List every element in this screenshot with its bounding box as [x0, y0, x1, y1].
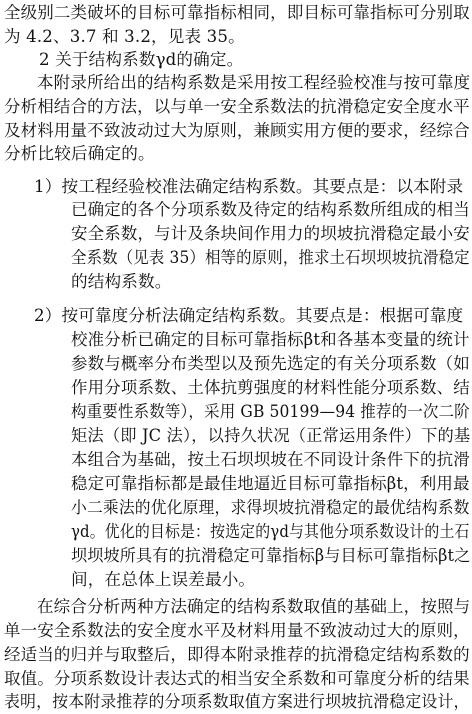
list-item-2-line: 2）按可靠度分析法确定结构系数。其要点是：根据可靠度 — [34, 306, 464, 325]
list-item-1-line: 全系数（见表 35）相等的原则，推求土石坝坝坡抗滑稳定 — [71, 248, 470, 267]
text-line: 经适当的归并与取整后，即得本附录推荐的抗滑稳定结构系数的 — [4, 645, 470, 664]
list-item-2-line: 本组合为基础，按土石坝坝坡在不同设计条件下的抗滑 — [71, 450, 470, 469]
text-line: 在综合分析两种方法确定的结构系数取值的基础上，按照与 — [37, 597, 471, 616]
list-item-2-line: 间，在总体上误差最小。 — [71, 570, 256, 589]
text-line: 及材料用量不致波动过大为原则，兼顾实用方便的要求，经综合 — [4, 121, 470, 140]
list-item-2-line: 校准分析已确定的目标可靠指标βt和各基本变量的统计 — [71, 330, 470, 349]
list-item-2-line: 小二乘法的优化原理，求得坝坡抗滑稳定的最优结构系数 — [71, 498, 470, 517]
text-line: 取值。分项系数设计表达式的相当安全系数和可靠度分析的结果 — [4, 669, 470, 688]
list-item-2-line: 参数与概率分布类型以及预先选定的有关分项系数（如 — [71, 354, 470, 373]
list-item-2-line: 稳定可靠指标都是最佳地逼近目标可靠指标βt，利用最 — [71, 474, 470, 493]
text-line: 为 4.2、3.7 和 3.2，见表 35。 — [4, 27, 245, 46]
list-item-2-line: 构重要性系数等），采用 GB 50199—94 推荐的一次二阶 — [71, 402, 470, 421]
text-line: 表明，按本附录推荐的分项系数取值方案进行坝坡抗滑稳定设计， — [4, 692, 470, 711]
text-line: 分析相结合的方法，以与单一安全系数法的抗滑稳定安全度水平 — [4, 97, 470, 116]
section-heading: 2 关于结构系数γd的确定。 — [39, 50, 244, 69]
text-line: 全级别二类破坏的目标可靠指标相同，即目标可靠指标可分别取 — [4, 3, 470, 22]
text-line: 本附录所给出的结构系数是采用按工程经验校准与按可靠度 — [37, 73, 471, 92]
list-item-1-line: 1）按工程经验校准法确定结构系数。其要点是：以本附录 — [34, 177, 464, 196]
list-item-2-line: 作用分项系数、土体抗剪强度的材料性能分项系数、结 — [71, 378, 470, 397]
text-line: 分析比较后确定的。 — [4, 144, 155, 163]
list-item-1-line: 的结构系数。 — [71, 272, 172, 291]
text-line: 单一安全系数法的安全度水平及材料用量不致波动过大的原则， — [4, 621, 470, 640]
list-item-2-line: γd。优化的目标是：按选定的γd与其他分项系数设计的土石 — [71, 522, 470, 541]
list-item-2-line: 矩法（即 JC 法），以持久状况（正常运用条件）下的基 — [71, 426, 471, 445]
list-item-1-line: 已确定的各个分项系数及待定的结构系数所组成的相当 — [71, 200, 470, 219]
list-item-2-line: 坝坝坡所具有的抗滑稳定可靠指标β与目标可靠指标βt之 — [71, 546, 471, 565]
list-item-1-line: 安全系数，与计及条块间作用力的坝坡抗滑稳定最小安 — [71, 224, 470, 243]
